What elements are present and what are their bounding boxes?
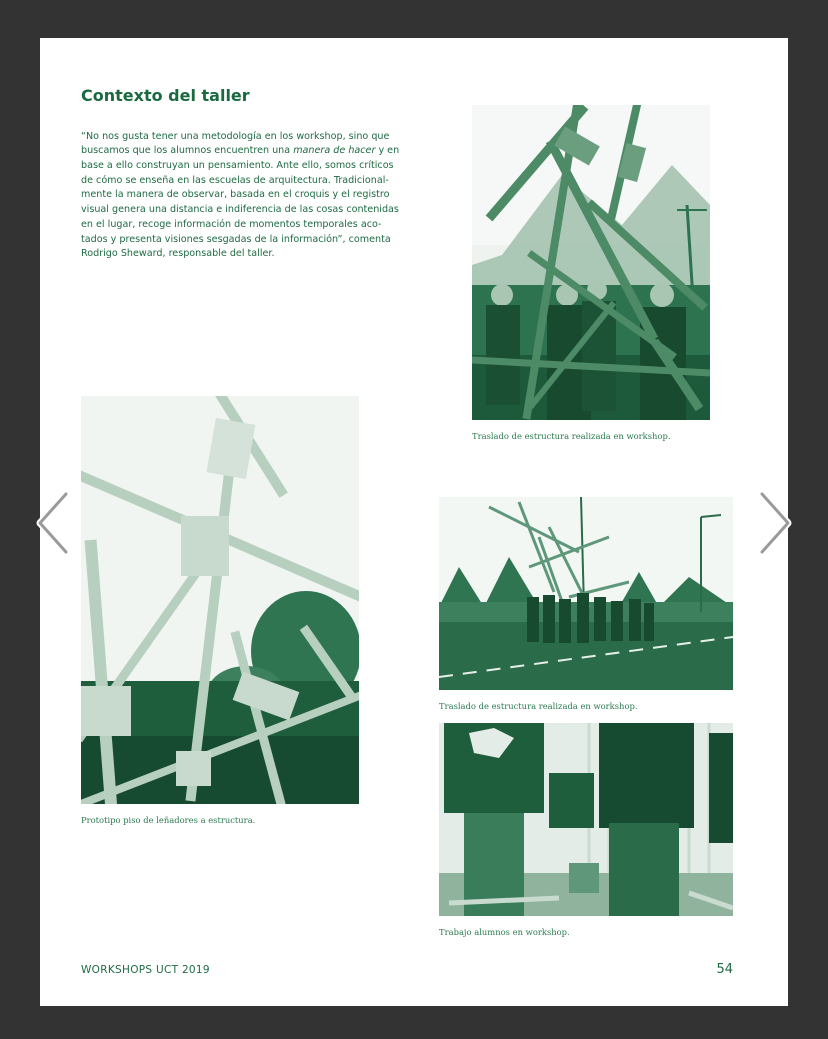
page-number: 54: [716, 962, 733, 977]
caption-top-right: Traslado de estructura realizada en workshop.: [472, 431, 671, 441]
prev-page-button[interactable]: [36, 490, 70, 556]
chevron-left-icon: [36, 490, 70, 556]
photo-timber-joints: [81, 396, 359, 804]
photo-road-transport: [439, 497, 733, 690]
page-title: Contexto del taller: [81, 86, 250, 105]
photo-students-working: [439, 723, 733, 916]
next-page-button[interactable]: [758, 490, 792, 556]
quote-paragraph: [81, 130, 401, 262]
document-page: [40, 38, 788, 1006]
caption-bottom-right: Trabajo alumnos en workshop.: [439, 927, 570, 937]
chevron-right-icon: [758, 490, 792, 556]
photo-structure-group: [472, 105, 710, 420]
caption-left: Prototipo piso de leñadores a estructura.: [81, 815, 256, 825]
quote-emphasis: manera de hacer: [293, 145, 376, 157]
quote-part-2: y en base a ello construyan un pensamiento. Ante ello, somos críticos de cómo se enseña en las escuelas de arquitectura. Tradicional-mente la manera de observar, basada en el croquis y el registro visual genera una distancia e indiferencia de las cosas contenidas en el lugar, recoge información de momentos temporales aco-tados y presenta visiones sesgadas de la información”, comenta Rodrigo Sheward, responsable del taller.: [81, 145, 400, 260]
caption-middle-right: Traslado de estructura realizada en workshop.: [439, 701, 638, 711]
quote-part-1: “No nos gusta tener una metodología en los workshop, sino que buscamos que los alumnos encuentren una: [81, 130, 390, 157]
footer-publication: WORKSHOPS UCT 2019: [81, 964, 210, 976]
